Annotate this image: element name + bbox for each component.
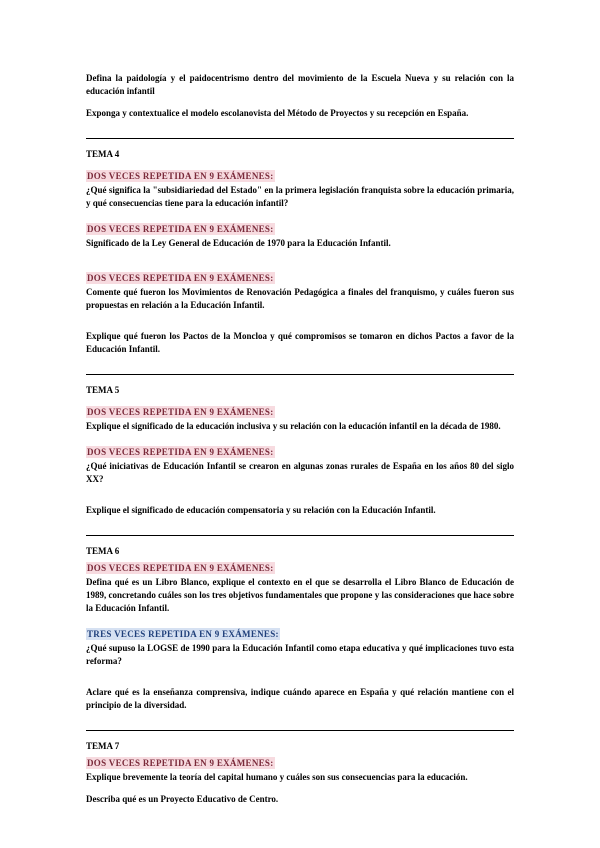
tema-4-question-3: Comente qué fueron los Movimientos de Renovación Pedagógica a finales del franquismo, y cuáles fueron sus propuestas en relación a la Educación Infantil.	[86, 287, 514, 310]
tema-7-title: TEMA 7	[86, 741, 120, 751]
repetition-badge: DOS VECES REPETIDA EN 9 EXÁMENES:	[87, 447, 274, 457]
tema-4-title: TEMA 4	[86, 149, 120, 159]
repetition-badge: DOS VECES REPETIDA EN 9 EXÁMENES:	[87, 171, 274, 181]
tema-7-question-2: Describa qué es un Proyecto Educativo de Centro.	[86, 794, 279, 804]
tema-4-question-1: ¿Qué significa la "subsidiariedad del Estado" en la primera legislación franquista sobre la educación primaria, y qué consecuencias tiene para la educación infantil?	[86, 185, 514, 208]
tema-5-question-2: ¿Qué iniciativas de Educación Infantil se crearon en algunas zonas rurales de España en los años 80 del siglo XX?	[86, 461, 514, 484]
intro-question-2: Exponga y contextualice el modelo escolanovista del Método de Proyectos y su recepción en España.	[86, 108, 469, 118]
document-page	[86, 72, 514, 806]
repetition-badge: DOS VECES REPETIDA EN 9 EXÁMENES:	[87, 407, 274, 417]
tema-6-question-2: ¿Qué supuso la LOGSE de 1990 para la Educación Infantil como etapa educativa y qué implicaciones tuvo esta reforma?	[86, 643, 514, 666]
tema-6-question-3: Aclare qué es la enseñanza comprensiva, indique cuándo aparece en España y qué relación mantiene con el principio de la diversidad.	[86, 687, 514, 710]
repetition-badge-three: TRES VECES REPETIDA EN 9 EXÁMENES:	[87, 629, 279, 639]
repetition-badge: DOS VECES REPETIDA EN 9 EXÁMENES:	[87, 758, 274, 768]
tema-7-question-1: Explique brevemente la teoría del capital humano y cuáles son sus consecuencias para la educación.	[86, 772, 468, 782]
tema-4-question-2: Significado de la Ley General de Educación de 1970 para la Educación Infantil.	[86, 238, 391, 248]
tema-5-title: TEMA 5	[86, 385, 120, 395]
repetition-badge: DOS VECES REPETIDA EN 9 EXÁMENES:	[87, 273, 274, 283]
tema-4-question-4: Explique qué fueron los Pactos de la Moncloa y qué compromisos se tomaron en dichos Pactos a favor de la Educación Infantil.	[86, 331, 514, 354]
tema-6-title: TEMA 6	[86, 546, 120, 556]
intro-question-1: Defina la paidología y el paidocentrismo dentro del movimiento de la Escuela Nueva y su relación con la educación infantil	[86, 73, 514, 96]
tema-6-question-1: Defina qué es un Libro Blanco, explique el contexto en el que se desarrolla el Libro Blanco de Educación de 1989, concretando cuáles son los tres objetivos fundamentales que propone y las consideraciones que hace sobre la Educación Infantil.	[86, 577, 514, 613]
tema-5-question-3: Explique el significado de educación compensatoria y su relación con la Educación Infantil.	[86, 505, 436, 515]
tema-5-question-1: Explique el significado de la educación inclusiva y su relación con la educación infantil en la década de 1980.	[86, 421, 501, 431]
repetition-badge: DOS VECES REPETIDA EN 9 EXÁMENES:	[87, 224, 274, 234]
repetition-badge: DOS VECES REPETIDA EN 9 EXÁMENES:	[87, 563, 274, 573]
